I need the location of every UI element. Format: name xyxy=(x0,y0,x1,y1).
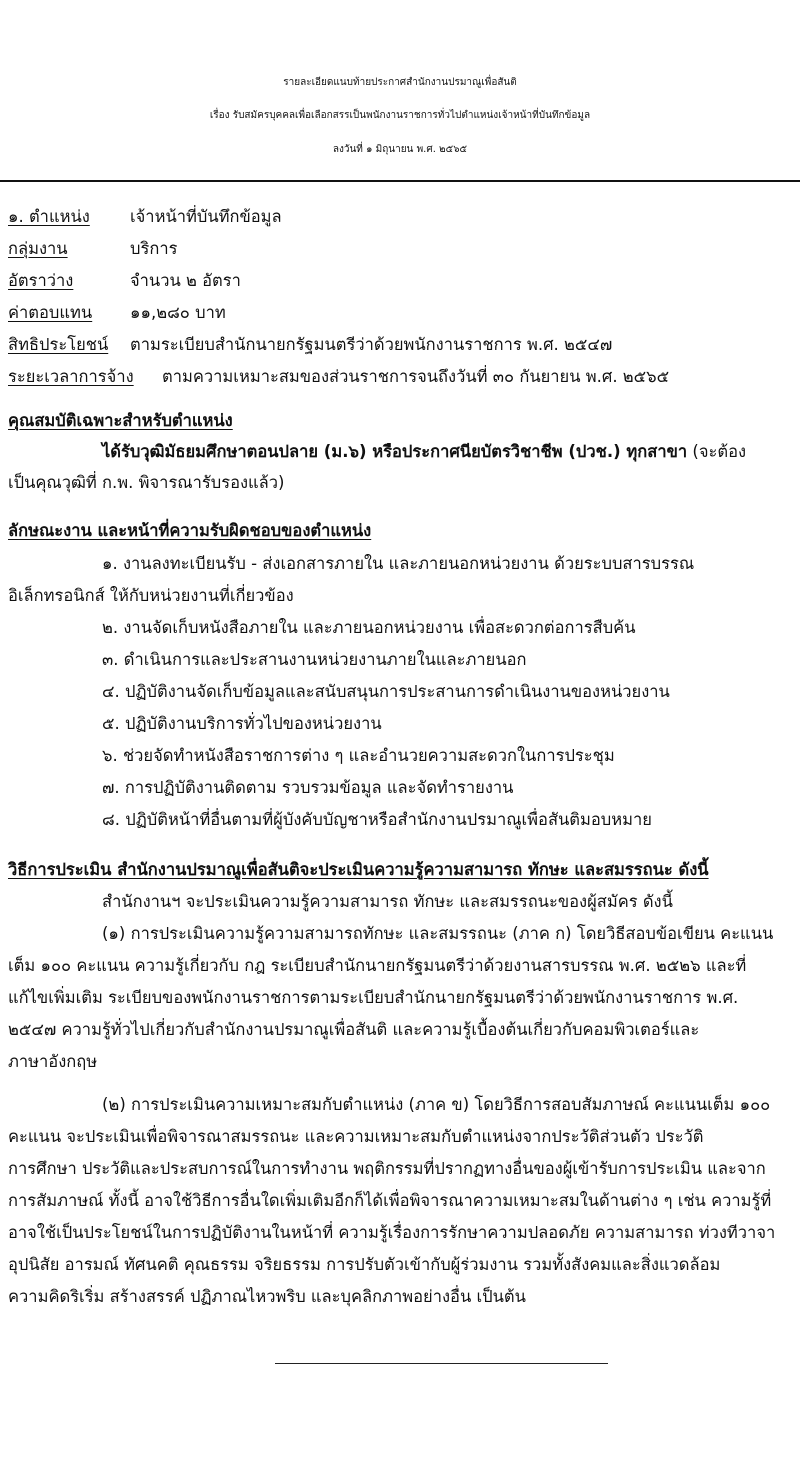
label-salary: ค่าตอบแทน xyxy=(8,303,93,322)
duty-item-1-line2: อิเล็กทรอนิกส์ ให้กับหน่วยงานที่เกี่ยวข้อง xyxy=(8,586,294,605)
duty-item-7: ๗. การปฏิบัติงานติดตาม รวบรวมข้อมูล และจัดทำรายงาน xyxy=(102,778,514,797)
label-group: กลุ่มงาน xyxy=(8,239,68,258)
value-group: บริการ xyxy=(130,239,178,258)
duty-item-3: ๓. ดำเนินการและประสานงานหน่วยงานภายในและภายนอก xyxy=(102,650,527,669)
qualifications-line2: เป็นคุณวุฒิที่ ก.พ. พิจารณารับรองแล้ว) xyxy=(8,473,285,492)
duties-heading: ลักษณะงาน และหน้าที่ความรับผิดชอบของตำแหน่ง xyxy=(8,521,372,540)
qualifications-heading: คุณสมบัติเฉพาะสำหรับตำแหน่ง xyxy=(8,411,233,430)
value-vacancy: จำนวน ๒ อัตรา xyxy=(130,271,241,290)
part-b-line7: ความคิดริเริ่ม สร้างสรรค์ ปฏิภาณไหวพริบ และบุคลิกภาพอย่างอื่น เป็นต้น xyxy=(8,1287,526,1306)
duty-item-6: ๖. ช่วยจัดทำหนังสือราชการต่าง ๆ และอำนวยความสะดวกในการประชุม xyxy=(102,746,615,765)
header-divider xyxy=(0,180,800,182)
label-benefits: สิทธิประโยชน์ xyxy=(8,335,109,354)
qualifications-degree: ได้รับวุฒิมัธยมศึกษาตอนปลาย (ม.๖) หรือประกาศนียบัตรวิชาชีพ (ปวช.) ทุกสาขา xyxy=(102,442,688,461)
part-a-line1: (๑) การประเมินความรู้ความสามารถทักษะ และสมรรถนะ (ภาค ก) โดยวิธีสอบข้อเขียน คะแนน xyxy=(102,924,774,943)
duty-item-5: ๕. ปฏิบัติงานบริการทั่วไปของหน่วยงาน xyxy=(102,714,382,733)
part-a-line5: ภาษาอังกฤษ xyxy=(8,1052,98,1071)
part-b-line3: การศึกษา ประวัติและประสบการณ์ในการทำงาน พฤติกรรมที่ปรากฏทางอื่นของผู้เข้ารับการประเมิน และจาก xyxy=(8,1159,766,1178)
doc-header-subject: เรื่อง รับสมัครบุคคลเพื่อเลือกสรรเป็นพนักงานราชการทั่วไปตำแหน่งเจ้าหน้าที่บันทึกข้อมูล xyxy=(209,110,591,121)
part-b-line1: (๒) การประเมินความเหมาะสมกับตำแหน่ง (ภาค ข) โดยวิธีการสอบสัมภาษณ์ คะแนนเต็ม ๑๐๐ xyxy=(102,1095,771,1114)
doc-header-date: ลงวันที่ ๑ มิถุนายน พ.ศ. ๒๕๖๕ xyxy=(332,144,468,155)
duty-item-4: ๔. ปฏิบัติงานจัดเก็บข้อมูลและสนับสนุนการประสานการดำเนินงานของหน่วยงาน xyxy=(102,682,670,701)
part-a-line4: ๒๕๔๗ ความรู้ทั่วไปเกี่ยวกับสำนักงานปรมาณูเพื่อสันติ และความรู้เบื้องต้นเกี่ยวกับคอมพิวเตอร์และ xyxy=(8,1020,700,1039)
part-a-line3: แก้ไขเพิ่มเติม ระเบียบของพนักงานราชการตามระเบียบสำนักนายกรัฐมนตรีว่าด้วยพนักงานราชการ พ.ศ. xyxy=(8,988,739,1007)
value-position: เจ้าหน้าที่บันทึกข้อมูล xyxy=(130,207,282,226)
value-benefits: ตามระเบียบสำนักนายกรัฐมนตรีว่าด้วยพนักงานราชการ พ.ศ. ๒๕๔๗ xyxy=(130,335,613,354)
label-position: ๑. ตำแหน่ง xyxy=(8,207,90,226)
qualifications-note: (จะต้อง xyxy=(687,442,747,461)
part-a-line2: เต็ม ๑๐๐ คะแนน ความรู้เกี่ยวกับ กฎ ระเบียบสำนักนายกรัฐมนตรีว่าด้วยงานสารบรรณ พ.ศ. ๒๕๒๖ และที่ xyxy=(8,956,747,975)
duty-item-1-line1: ๑. งานลงทะเบียนรับ - ส่งเอกสารภายใน และภายนอกหน่วยงาน ด้วยระบบสารบรรณ xyxy=(102,554,695,573)
evaluation-intro: สำนักงานฯ จะประเมินความรู้ความสามารถ ทักษะ และสมรรถนะของผู้สมัคร ดังนี้ xyxy=(102,892,673,911)
qualifications-line1 xyxy=(102,441,746,463)
value-employment-period: ตามความเหมาะสมของส่วนราชการจนถึงวันที่ ๓๐ กันยายน พ.ศ. ๒๕๖๕ xyxy=(162,367,670,386)
label-vacancy: อัตราว่าง xyxy=(8,271,74,290)
duty-item-2: ๒. งานจัดเก็บหนังสือภายใน และภายนอกหน่วยงาน เพื่อสะดวกต่อการสืบค้น xyxy=(102,618,636,637)
evaluation-heading: วิธีการประเมิน สำนักงานปรมาณูเพื่อสันติจะประเมินความรู้ความสามารถ ทักษะ และสมรรถนะ ดังนี้ xyxy=(8,860,709,879)
duty-item-8: ๘. ปฏิบัติหน้าที่อื่นตามที่ผู้บังคับบัญชาหรือสำนักงานปรมาณูเพื่อสันติมอบหมาย xyxy=(102,810,652,829)
label-employment-period: ระยะเวลาการจ้าง xyxy=(8,367,134,386)
part-b-line4: การสัมภาษณ์ ทั้งนี้ อาจใช้วิธีการอื่นใดเพิ่มเติมอีกก็ได้เพื่อพิจารณาความเหมาะสมในด้านต่าง ๆ เช่น ความรู้ที่ xyxy=(8,1191,772,1210)
value-salary: ๑๑,๒๘๐ บาท xyxy=(130,303,226,322)
part-b-line6: อุปนิสัย อารมณ์ ทัศนคติ คุณธรรม จริยธรรม การปรับตัวเข้ากับผู้ร่วมงาน รวมทั้งสังคมและสิ่งแวดล้อม xyxy=(8,1255,721,1274)
end-of-document-line xyxy=(275,1363,608,1364)
part-b-line2: คะแนน จะประเมินเพื่อพิจารณาสมรรถนะ และความเหมาะสมกับตำแหน่งจากประวัติส่วนตัว ประวัติ xyxy=(8,1127,704,1146)
doc-header-line1: รายละเอียดแนบท้ายประกาศสำนักงานปรมาณูเพื่อสันติ xyxy=(283,77,517,88)
part-b-line5: อาจใช้เป็นประโยชน์ในการปฏิบัติงานในหน้าที่ ความรู้เรื่องการรักษาความปลอดภัย ความสามารถ ท่วงทีวาจา xyxy=(8,1223,776,1242)
